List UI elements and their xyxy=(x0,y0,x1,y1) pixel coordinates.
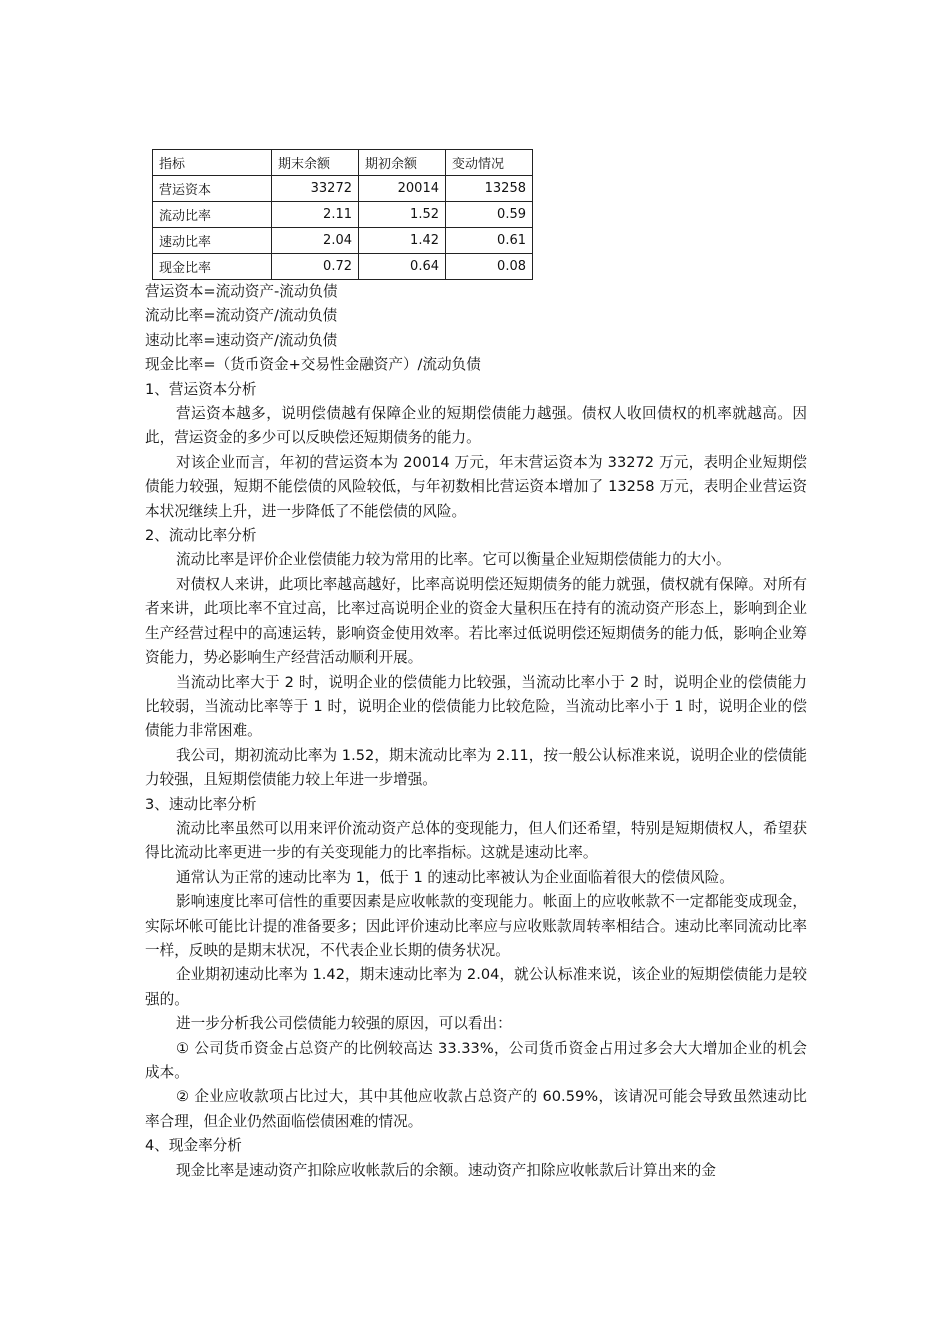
table-cell-label: 流动比率 xyxy=(153,202,272,228)
formula-line: 速动比率=速动资产/流动负债 xyxy=(145,331,338,349)
table-cell: 33272 xyxy=(272,176,359,202)
table-header-cell: 变动情况 xyxy=(446,150,533,176)
paragraph: 我公司，期初流动比率为 1.52，期末流动比率为 2.11，按一般公认标准来说，说明企业的偿债能力较强，且短期偿债能力较上年进一步增强。 xyxy=(145,746,807,789)
table-cell-label: 营运资本 xyxy=(153,176,272,202)
section-heading: 2、流动比率分析 xyxy=(145,527,257,545)
paragraph: 现金比率是速动资产扣除应收帐款后的余额。速动资产扣除应收帐款后计算出来的金 xyxy=(176,1161,716,1179)
paragraph: 影响速度比率可信性的重要因素是应收帐款的变现能力。帐面上的应收帐款不一定都能变成现金，实际坏帐可能比计提的准备要多；因此评价速动比率应与应收账款周转率相结合。速动比率同流动比率一样，反映的是期末状况，不代表企业长期的债务状况。 xyxy=(145,893,807,959)
section-heading: 1、营运资本分析 xyxy=(145,380,257,398)
ratio-table xyxy=(152,149,533,280)
section-heading: 4、现金率分析 xyxy=(145,1137,242,1155)
table-row xyxy=(153,202,533,228)
section-heading: 3、速动比率分析 xyxy=(145,795,257,813)
formula-line: 现金比率=（货币资金+交易性金融资产）/流动负债 xyxy=(145,356,481,374)
paragraph: 对该企业而言，年初的营运资本为 20014 万元，年末营运资本为 33272 万元，表明企业短期偿债能力较强，短期不能偿债的风险较低，与年初数相比营运资本增加了 13258 万元，表明企业营运资本状况继续上升，进一步降低了不能偿债的风险。 xyxy=(145,453,807,520)
list-item: ② 企业应收款项占比过大，其中其他应收款占总资产的 60.59%，该请况可能会导致虽然速动比率合理，但企业仍然面临偿债困难的情况。 xyxy=(145,1088,807,1130)
paragraph: 进一步分析我公司偿债能力较强的原因，可以看出： xyxy=(176,1015,512,1033)
body-text xyxy=(145,280,807,1183)
formula-line: 流动比率=流动资产/流动负债 xyxy=(145,307,338,325)
paragraph: 企业期初速动比率为 1.42，期末速动比率为 2.04，就公认标准来说，该企业的短期偿债能力是较强的。 xyxy=(145,966,807,1008)
paragraph: 对债权人来讲，此项比率越高越好，比率高说明偿还短期债务的能力就强，债权就有保障。对所有者来讲，此项比率不宜过高，比率过高说明企业的资金大量积压在持有的流动资产形态上，影响到企业生产经营过程中的高速运转，影响资金使用效率。若比率过低说明偿还短期债务的能力低，影响企业筹资能力，势必影响生产经营活动顺利开展。 xyxy=(145,575,807,667)
table-cell: 2.04 xyxy=(272,228,359,254)
table-row xyxy=(153,254,533,280)
table-cell: 2.11 xyxy=(272,202,359,228)
formula-line: 营运资本=流动资产-流动负债 xyxy=(145,283,338,300)
paragraph: 流动比率是评价企业偿债能力较为常用的比率。它可以衡量企业短期偿债能力的大小。 xyxy=(176,551,731,569)
table-cell-label: 现金比率 xyxy=(153,254,272,280)
list-item: ① 公司货币资金占总资产的比例较高达 33.33%，公司货币资金占用过多会大大增加企业的机会成本。 xyxy=(145,1039,807,1081)
table-cell: 0.61 xyxy=(446,228,533,254)
table-cell-label: 速动比率 xyxy=(153,228,272,254)
table-header-cell: 期末余额 xyxy=(272,150,359,176)
table-row xyxy=(153,228,533,254)
table-cell: 0.72 xyxy=(272,254,359,280)
paragraph: 当流动比率大于 2 时，说明企业的偿债能力比较强，当流动比率小于 2 时，说明企业的偿债能力比较弱，当流动比率等于 1 时，说明企业的偿债能力比较危险，当流动比率小于 1 时，说明企业的偿债能力非常困难。 xyxy=(145,673,807,740)
table-cell: 0.64 xyxy=(359,254,446,280)
table-header-cell: 期初余额 xyxy=(359,150,446,176)
table-cell: 13258 xyxy=(446,176,533,202)
table-header-cell: 指标 xyxy=(153,150,272,176)
table-cell: 1.42 xyxy=(359,228,446,254)
table-cell: 0.08 xyxy=(446,254,533,280)
paragraph: 通常认为正常的速动比率为 1，低于 1 的速动比率被认为企业面临着很大的偿债风险。 xyxy=(176,868,734,886)
table-cell: 20014 xyxy=(359,176,446,202)
paragraph: 流动比率虽然可以用来评价流动资产总体的变现能力，但人们还希望，特别是短期债权人，希望获得比流动比率更进一步的有关变现能力的比率指标。这就是速动比率。 xyxy=(145,819,807,862)
table-header-row xyxy=(153,150,533,176)
paragraph: 营运资本越多，说明偿债越有保障企业的短期偿债能力越强。债权人收回债权的机率就越高。因此，营运资金的多少可以反映偿还短期债务的能力。 xyxy=(145,405,807,447)
table-cell: 0.59 xyxy=(446,202,533,228)
table-row xyxy=(153,176,533,202)
table-cell: 1.52 xyxy=(359,202,446,228)
